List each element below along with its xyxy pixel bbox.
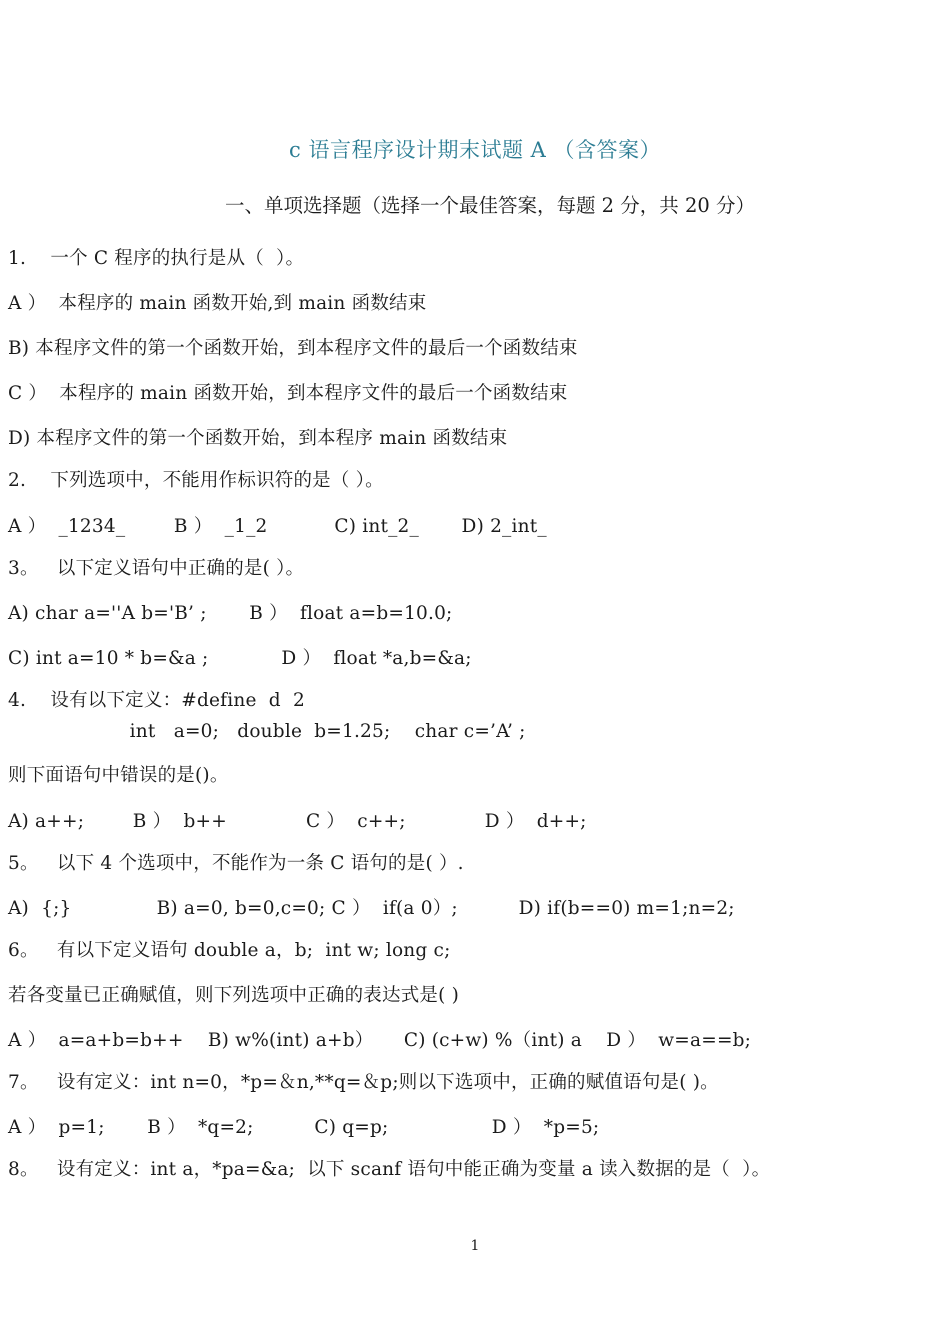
question-2-options: A ） _1234_ B ） _1_2 C) int_2_ D) 2_int_ (8, 516, 547, 537)
question-1: 1. 一个 C 程序的执行是从（ ）。 (8, 248, 305, 269)
question-1-option-b: B) 本程序文件的第一个函数开始，到本程序文件的最后一个函数结束 (8, 338, 578, 359)
question-4-definitions: int a=0; double b=1.25; char c=’A’ ; (8, 721, 526, 742)
question-6-prompt: 若各变量已正确赋值，则下列选项中正确的表达式是( ) (8, 985, 460, 1006)
page-number: 1 (470, 1238, 480, 1254)
question-3-options-cd: C) int a=10 * b=&a ; D ） float *a,b=&a; (8, 648, 472, 669)
section-heading: 一、单项选择题（选择一个最佳答案，每题 2 分，共 20 分） (224, 194, 755, 217)
question-5: 5。 以下 4 个选项中，不能作为一条 C 语句的是( ）. (8, 853, 464, 874)
question-1-option-a: A ） 本程序的 main 函数开始,到 main 函数结束 (8, 293, 427, 314)
question-2: 2. 下列选项中，不能用作标识符的是（ ）。 (8, 470, 384, 491)
question-5-options: A) {;} B) a=0, b=0,c=0; C ） if(a 0）; D) if(b==0) m=1;n=2; (8, 898, 735, 919)
question-4-options: A) a++; B ） b++ C ） c++; D ） d++; (8, 811, 587, 832)
question-3: 3。 以下定义语句中正确的是( ）。 (8, 558, 305, 579)
question-8: 8。 设有定义：int a，*pa=&a; 以下 scanf 语句中能正确为变量 a 读入数据的是（ ）。 (8, 1159, 771, 1180)
question-4: 4. 设有以下定义：#define d 2 (8, 690, 305, 711)
question-1-option-d: D) 本程序文件的第一个函数开始，到本程序 main 函数结束 (8, 428, 508, 449)
question-6-options: A ） a=a+b=b++ B) w%(int) a+b） C) (c+w) %（int) a D ） w=a==b; (8, 1030, 752, 1051)
question-3-options-ab: A) char a=''A b='B’ ; B ） float a=b=10.0; (8, 603, 453, 624)
document-title: c 语言程序设计期末试题 A （含答案） (289, 138, 661, 162)
question-4-prompt: 则下面语句中错误的是()。 (8, 765, 229, 786)
question-7-options: A ） p=1; B ） *q=2; C) q=p; D ） *p=5; (8, 1117, 600, 1138)
question-1-option-c: C ） 本程序的 main 函数开始，到本程序文件的最后一个函数结束 (8, 383, 568, 404)
question-7: 7。 设有定义：int n=0，*p=＆n,**q=＆p;则以下选项中，正确的赋值语句是( )。 (8, 1072, 719, 1093)
question-6: 6。 有以下定义语句 double a，b; int w; long c; (8, 940, 451, 961)
